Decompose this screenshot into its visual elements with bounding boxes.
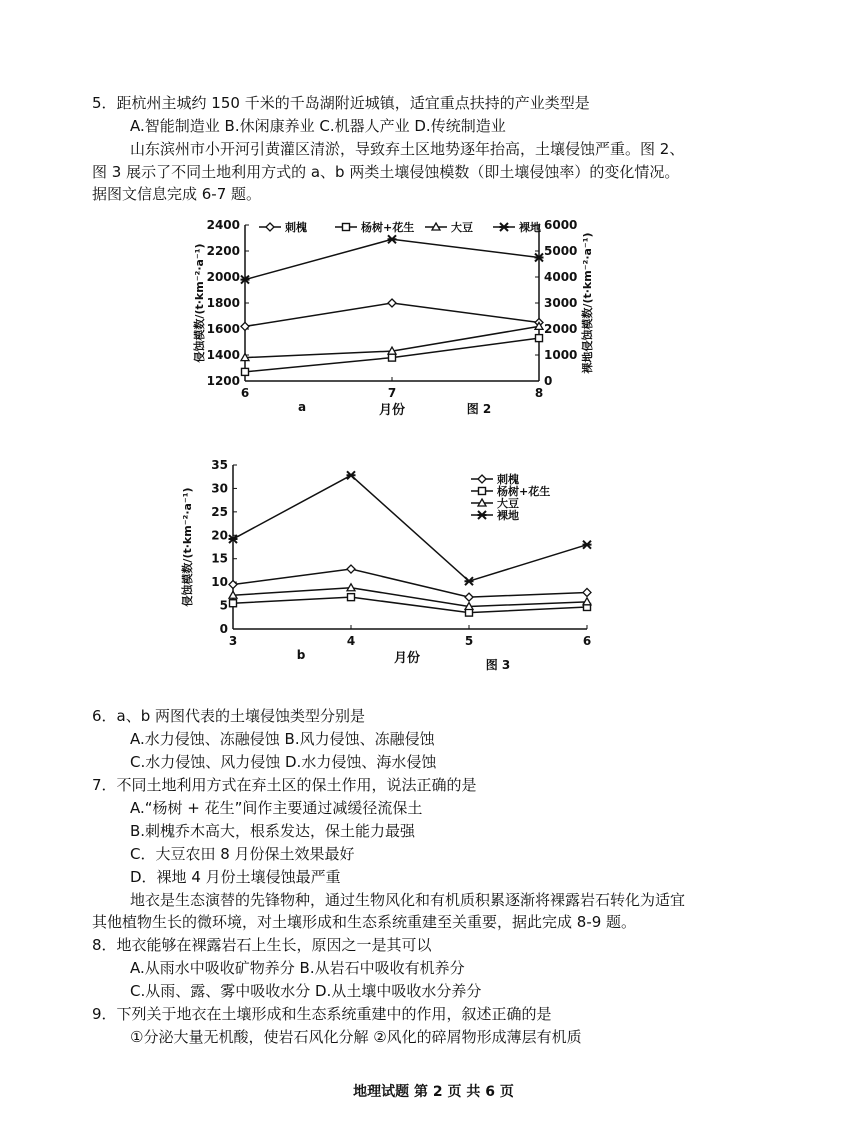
y-tick-label: 0 — [219, 622, 228, 636]
q6-options-1: A.水力侵蚀、冻融侵蚀 B.风力侵蚀、冻融侵蚀 — [130, 730, 435, 748]
y-tick-label: 1600 — [206, 322, 240, 336]
y-axis-label: 侵蚀模数/(t·km⁻²·a⁻¹) — [181, 487, 194, 607]
y2-tick-label: 0 — [544, 374, 553, 388]
x-tick-label: 8 — [534, 386, 544, 400]
data-point — [388, 235, 397, 243]
x-tick-label: 5 — [464, 634, 474, 648]
y2-tick-label: 2000 — [544, 322, 578, 336]
data-point — [389, 354, 396, 361]
legend-label: 裸地 — [497, 509, 519, 522]
y2-tick-label: 3000 — [544, 296, 578, 310]
x-tick-label: 7 — [387, 386, 397, 400]
data-point — [583, 541, 592, 549]
panel-label: b — [296, 648, 306, 662]
panel-label: a — [297, 400, 307, 414]
y-tick-label: 20 — [211, 528, 228, 543]
data-point — [347, 471, 356, 479]
y2-tick-label: 4000 — [544, 270, 578, 284]
x-tick-label: 6 — [582, 634, 592, 648]
q9-options-1: ①分泌大量无机酸，使岩石风化分解 ②风化的碎屑物形成薄层有机质 — [130, 1028, 582, 1046]
q8-options-2: C.从雨、露、雾中吸收水分 D.从土壤中吸收水分养分 — [130, 982, 482, 1000]
intro67-line3: 据图文信息完成 6-7 题。 — [92, 185, 262, 203]
q6-options-2: C.水力侵蚀、风力侵蚀 D.水力侵蚀、海水侵蚀 — [130, 753, 437, 771]
figure-label: 图 3 — [485, 658, 511, 672]
legend-label: 刺槐 — [285, 221, 307, 234]
q8-stem: 8．地衣能够在裸露岩石上生长，原因之一是其可以 — [92, 936, 432, 954]
series-line — [233, 597, 587, 612]
data-point — [465, 593, 473, 601]
legend-label: 裸地 — [519, 221, 541, 234]
y-tick-label: 30 — [211, 481, 228, 496]
y-tick-label: 15 — [211, 551, 228, 566]
y2-tick-label: 6000 — [544, 218, 578, 232]
q5-stem: 5．距杭州主城约 150 千米的千岛湖附近城镇，适宜重点扶持的产业类型是 — [92, 94, 590, 112]
x-axis-label: 月份 — [378, 403, 406, 418]
y2-tick-label: 1000 — [544, 348, 578, 362]
legend-marker — [266, 223, 274, 231]
intro89-line1: 地衣是生态演替的先锋物种，通过生物风化和有机质积累逐渐将裸露岩石转化为适宜 — [130, 891, 686, 909]
data-point — [348, 594, 355, 601]
q7-option-a: A.“杨树 + 花生”间作主要通过减缓径流保土 — [130, 799, 423, 817]
series-line — [233, 569, 587, 597]
legend-label: 大豆 — [497, 497, 519, 510]
data-point — [388, 299, 396, 307]
y-tick-label: 25 — [211, 504, 228, 519]
data-point — [242, 368, 249, 375]
y2-tick-label: 5000 — [544, 244, 578, 258]
x-tick-label: 3 — [228, 634, 238, 648]
data-point — [536, 335, 543, 342]
y-tick-label: 5 — [219, 598, 228, 613]
q5-options: A.智能制造业 B.休闲康养业 C.机器人产业 D.传统制造业 — [130, 117, 506, 135]
y-tick-label: 1800 — [206, 296, 240, 310]
intro89-line2: 其他植物生长的微环境，对土壤形成和生态系统重建至关重要，据此完成 8-9 题。 — [92, 913, 637, 931]
y2-axis-label: 裸地侵蚀模数/(t·km⁻²·a⁻¹) — [581, 232, 594, 374]
legend-marker — [343, 224, 350, 231]
intro67-line1: 山东滨州市小开河引黄灌区清淤，导致弃土区地势逐年抬高，土壤侵蚀严重。图 2、 — [130, 140, 685, 158]
legend-label: 大豆 — [451, 221, 473, 234]
y-tick-label: 2200 — [206, 244, 240, 258]
y-tick-label: 2000 — [206, 270, 240, 284]
series-line — [233, 588, 587, 607]
y-tick-label: 10 — [211, 575, 228, 590]
q7-option-d: D．裸地 4 月份土壤侵蚀最严重 — [130, 868, 341, 886]
y-tick-label: 1400 — [206, 348, 240, 362]
x-axis-label: 月份 — [393, 651, 421, 666]
y-tick-label: 35 — [211, 458, 228, 472]
data-point — [465, 577, 474, 585]
legend-marker — [478, 511, 487, 519]
legend-label: 刺槐 — [497, 473, 519, 486]
q8-options-1: A.从雨水中吸收矿物养分 B.从岩石中吸收有机养分 — [130, 959, 465, 977]
legend-marker — [479, 488, 486, 495]
intro67-line2: 图 3 展示了不同土地利用方式的 a、b 两类土壤侵蚀模数（即土壤侵蚀率）的变化情况。 — [92, 163, 680, 181]
x-tick-label: 4 — [346, 634, 356, 648]
data-point — [583, 588, 591, 596]
chart-figure-3 — [175, 455, 625, 690]
legend-label: 杨树+花生 — [361, 221, 415, 234]
series-line — [245, 239, 539, 279]
figure-label: 图 2 — [466, 402, 492, 416]
chart-figure-2 — [175, 205, 625, 440]
q7-option-b: B.刺槐乔木高大，根系发达，保土能力最强 — [130, 822, 416, 840]
data-point — [230, 600, 237, 607]
q7-stem: 7．不同土地利用方式在弃土区的保土作用，说法正确的是 — [92, 776, 477, 794]
q7-option-c: C．大豆农田 8 月份保土效果最好 — [130, 845, 355, 863]
legend-marker — [478, 475, 486, 483]
q9-stem: 9．下列关于地衣在土壤形成和生态系统重建中的作用，叙述正确的是 — [92, 1005, 552, 1023]
y-tick-label: 1200 — [206, 374, 240, 388]
page-footer: 地理试题 第 2 页 共 6 页 — [353, 1084, 514, 1100]
y-tick-label: 2400 — [206, 218, 240, 232]
data-point — [347, 565, 355, 573]
q6-stem: 6．a、b 两图代表的土壤侵蚀类型分别是 — [92, 707, 366, 725]
legend-label: 杨树+花生 — [497, 485, 551, 498]
legend-marker — [500, 223, 509, 231]
y-axis-label: 侵蚀模数/(t·km⁻²·a⁻¹) — [193, 243, 206, 363]
x-tick-label: 6 — [240, 386, 250, 400]
